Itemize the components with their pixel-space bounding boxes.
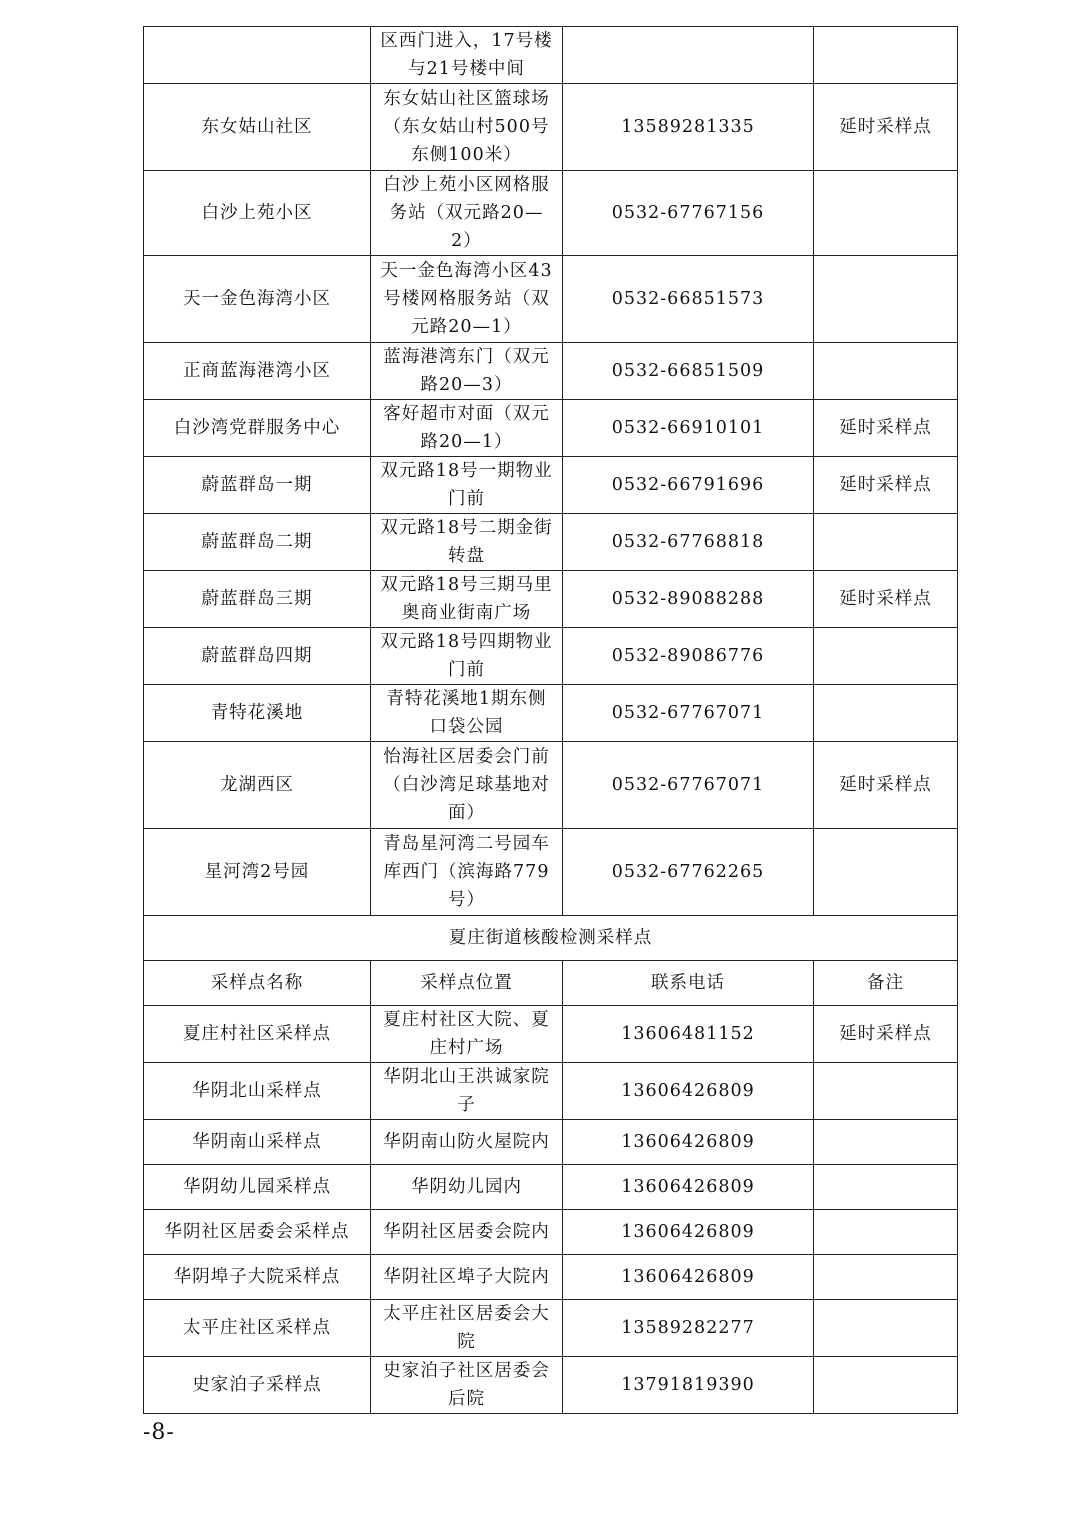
table-row (144, 685, 958, 742)
note-cell (814, 514, 958, 571)
location-cell: 白沙上苑小区网格服务站（双元路20—2） (371, 171, 563, 256)
location-cell: 夏庄村社区大院、夏庄村广场 (371, 1006, 563, 1063)
location-cell: 蓝海港湾东门（双元路20—3） (371, 343, 563, 400)
location-cell: 双元路18号四期物业门前 (371, 628, 563, 685)
name-cell: 天一金色海湾小区 (144, 256, 371, 343)
phone-cell: 0532-67768818 (563, 514, 814, 571)
table-row (144, 343, 958, 400)
name-cell: 蔚蓝群岛四期 (144, 628, 371, 685)
location-cell: 东女姑山社区篮球场（东女姑山村500号东侧100米） (371, 84, 563, 171)
note-cell (814, 685, 958, 742)
location-cell: 双元路18号二期金街转盘 (371, 514, 563, 571)
phone-cell: 13606426809 (563, 1210, 814, 1255)
phone-cell: 0532-67762265 (563, 829, 814, 916)
table-row (144, 1063, 958, 1120)
location-cell: 双元路18号一期物业门前 (371, 457, 563, 514)
phone-cell: 0532-67767156 (563, 171, 814, 256)
note-cell (814, 256, 958, 343)
table-row (144, 1357, 958, 1414)
note-cell (814, 1165, 958, 1210)
location-cell: 华阴社区埠子大院内 (371, 1255, 563, 1300)
phone-cell: 13606426809 (563, 1120, 814, 1165)
section-row (144, 916, 958, 961)
phone-cell: 0532-67767071 (563, 742, 814, 829)
location-cell: 区西门进入，17号楼与21号楼中间 (371, 27, 563, 84)
table-row (144, 1006, 958, 1063)
location-cell: 客好超市对面（双元路20—1） (371, 400, 563, 457)
table-row (144, 514, 958, 571)
name-cell: 华阴幼儿园采样点 (144, 1165, 371, 1210)
note-cell: 延时采样点 (814, 1006, 958, 1063)
note-cell (814, 1357, 958, 1414)
name-cell: 青特花溪地 (144, 685, 371, 742)
name-cell: 东女姑山社区 (144, 84, 371, 171)
table-row (144, 171, 958, 256)
phone-cell: 13791819390 (563, 1357, 814, 1414)
name-cell: 白沙上苑小区 (144, 171, 371, 256)
phone-cell: 13606426809 (563, 1255, 814, 1300)
name-cell: 夏庄村社区采样点 (144, 1006, 371, 1063)
name-cell: 华阴北山采样点 (144, 1063, 371, 1120)
name-cell: 蔚蓝群岛一期 (144, 457, 371, 514)
table-row (144, 571, 958, 628)
phone-cell: 0532-89088288 (563, 571, 814, 628)
table-row (144, 400, 958, 457)
note-cell: 延时采样点 (814, 457, 958, 514)
name-cell: 华阴埠子大院采样点 (144, 1255, 371, 1300)
note-cell (814, 628, 958, 685)
note-cell (814, 1063, 958, 1120)
header-row (144, 961, 958, 1006)
location-cell: 青岛星河湾二号园车库西门（滨海路779号） (371, 829, 563, 916)
table-row (144, 1165, 958, 1210)
page-number: -8- (143, 1420, 175, 1445)
phone-cell: 0532-66910101 (563, 400, 814, 457)
sampling-points-table (143, 26, 958, 1414)
note-cell (814, 343, 958, 400)
name-cell: 正商蓝海港湾小区 (144, 343, 371, 400)
location-cell: 华阴社区居委会院内 (371, 1210, 563, 1255)
name-cell: 史家泊子采样点 (144, 1357, 371, 1414)
location-cell: 史家泊子社区居委会后院 (371, 1357, 563, 1414)
location-cell: 怡海社区居委会门前（白沙湾足球基地对面） (371, 742, 563, 829)
name-cell: 白沙湾党群服务中心 (144, 400, 371, 457)
phone-cell: 0532-67767071 (563, 685, 814, 742)
header-note: 备注 (814, 961, 958, 1006)
phone-cell: 0532-89086776 (563, 628, 814, 685)
note-cell (814, 27, 958, 84)
note-cell: 延时采样点 (814, 742, 958, 829)
location-cell: 双元路18号三期马里奥商业街南广场 (371, 571, 563, 628)
table-row (144, 1255, 958, 1300)
note-cell: 延时采样点 (814, 571, 958, 628)
name-cell (144, 27, 371, 84)
note-cell (814, 171, 958, 256)
name-cell: 龙湖西区 (144, 742, 371, 829)
phone-cell: 13589282277 (563, 1300, 814, 1357)
table-row (144, 1120, 958, 1165)
section-title: 夏庄街道核酸检测采样点 (144, 916, 958, 961)
note-cell: 延时采样点 (814, 84, 958, 171)
note-cell (814, 1300, 958, 1357)
note-cell (814, 1210, 958, 1255)
name-cell: 蔚蓝群岛二期 (144, 514, 371, 571)
phone-cell: 13606426809 (563, 1165, 814, 1210)
table-row (144, 628, 958, 685)
table-row (144, 742, 958, 829)
note-cell: 延时采样点 (814, 400, 958, 457)
phone-cell: 13606426809 (563, 1063, 814, 1120)
header-location: 采样点位置 (371, 961, 563, 1006)
phone-cell: 13589281335 (563, 84, 814, 171)
table-row (144, 27, 958, 84)
note-cell (814, 1120, 958, 1165)
header-phone: 联系电话 (563, 961, 814, 1006)
table-row (144, 256, 958, 343)
table-row (144, 1210, 958, 1255)
table-row (144, 457, 958, 514)
name-cell: 华阴社区居委会采样点 (144, 1210, 371, 1255)
phone-cell: 13606481152 (563, 1006, 814, 1063)
location-cell: 太平庄社区居委会大院 (371, 1300, 563, 1357)
location-cell: 华阴幼儿园内 (371, 1165, 563, 1210)
phone-cell: 0532-66791696 (563, 457, 814, 514)
name-cell: 星河湾2号园 (144, 829, 371, 916)
table-row (144, 829, 958, 916)
name-cell: 太平庄社区采样点 (144, 1300, 371, 1357)
location-cell: 青特花溪地1期东侧口袋公园 (371, 685, 563, 742)
location-cell: 华阴北山王洪诚家院子 (371, 1063, 563, 1120)
name-cell: 华阴南山采样点 (144, 1120, 371, 1165)
phone-cell: 0532-66851573 (563, 256, 814, 343)
note-cell (814, 1255, 958, 1300)
table-row (144, 1300, 958, 1357)
table-row (144, 84, 958, 171)
phone-cell: 0532-66851509 (563, 343, 814, 400)
name-cell: 蔚蓝群岛三期 (144, 571, 371, 628)
location-cell: 天一金色海湾小区43号楼网格服务站（双元路20—1） (371, 256, 563, 343)
note-cell (814, 829, 958, 916)
phone-cell (563, 27, 814, 84)
header-name: 采样点名称 (144, 961, 371, 1006)
location-cell: 华阴南山防火屋院内 (371, 1120, 563, 1165)
